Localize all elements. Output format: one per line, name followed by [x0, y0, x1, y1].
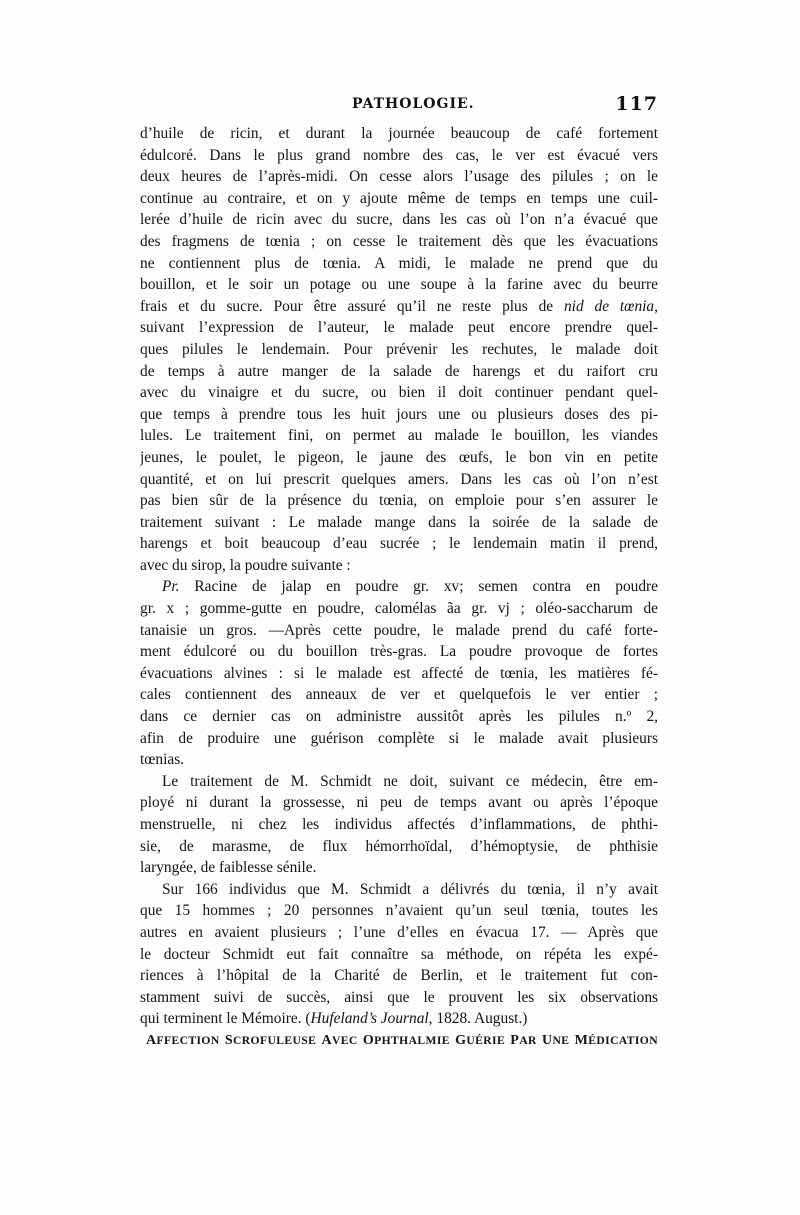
text-line: lules. Le traitement fini, on permet au malade le bouillon, les viandes — [140, 427, 658, 445]
text-line: d’huile de ricin, et durant la journée beaucoup de café fortement — [140, 125, 658, 142]
text-line: frais et du sucre. Pour être assuré qu’il ne reste plus de nid de tœnia, — [140, 297, 658, 315]
text-line: Sur 166 individus que M. Schmidt a délivrés du tœnia, il n’y avait — [162, 880, 658, 898]
text-line: ployé ni durant la grossesse, ni peu de temps avant ou après l’époque — [140, 794, 658, 812]
text-line: harengs et boit beaucoup d’eau sucrée ; le lendemain matin il prend, — [140, 535, 658, 553]
text-line: que temps à prendre tous les huit jours une ou plusieurs doses des pi- — [140, 405, 658, 423]
section-heading: AFFECTION SCROFULEUSE AVEC OPHTHALMIE GUÉRIE PAR UNE MÉDICATION — [146, 1032, 658, 1048]
text-line: autres en avaient plusieurs ; l’une d’elles en évacua 17. — Après que — [140, 923, 658, 941]
text-line: stamment suivi de succès, ainsi que le prouvent les six observations — [140, 988, 658, 1006]
text-line: de temps à autre manger de la salade de harengs et du raifort cru — [140, 362, 658, 380]
text-line: sie, de marasme, de flux hémorrhoïdal, d’hémoptysie, de phthisie — [140, 837, 658, 855]
text-line: deux heures de l’après-midi. On cesse alors l’usage des pilules ; on le — [140, 168, 658, 186]
text-line: le docteur Schmidt eut fait connaître sa méthode, on répéta les expé- — [140, 945, 658, 963]
text-line: avec du sirop, la poudre suivante : — [140, 556, 351, 574]
running-head: PATHOLOGIE. — [352, 96, 475, 112]
body-text — [140, 123, 658, 1052]
text-line: Pr. Racine de jalap en poudre gr. xv; semen contra en poudre — [162, 578, 658, 596]
page-number: 117 — [615, 93, 658, 115]
text-line: suivant l’expression de l’auteur, le malade peut encore prendre quel- — [140, 319, 658, 337]
text-line: bouillon, et le soir un potage ou une soupe à la farine avec du beurre — [140, 276, 658, 294]
body-lines — [140, 123, 658, 1030]
text-line: pas bien sûr de la présence du tœnia, on emploie pour s’en assurer le — [140, 492, 658, 510]
text-line: avec du vinaigre et du sucre, ou bien il doit continuer pendant quel- — [140, 384, 658, 402]
text-line: édulcoré. Dans le plus grand nombre des cas, le ver est évacué vers — [140, 146, 658, 164]
text-line: que 15 hommes ; 20 personnes n’avaient qu’un seul tœnia, toutes les — [140, 902, 658, 920]
text-line: cales contiennent des anneaux de ver et quelquefois le ver entier ; — [140, 686, 658, 704]
text-line: tœnias. — [140, 751, 185, 769]
text-line: laryngée, de faiblesse sénile. — [140, 859, 317, 877]
text-line: ne contiennent plus de tœnia. A midi, le malade ne prend que du — [140, 254, 658, 272]
page-header — [140, 93, 658, 122]
text-line: évacuations alvines : si le malade est affecté de tœnia, les matières fé- — [140, 664, 658, 682]
text-line: des fragmens de tœnia ; on cesse le traitement dès que les évacuations — [140, 232, 658, 250]
text-line: traitement suivant : Le malade mange dans la soirée de la salade de — [140, 513, 658, 531]
text-line: quantité, et on lui prescrit quelques amers. Dans les cas où l’on n’est — [140, 470, 658, 488]
text-line: dans ce dernier cas on administre aussitôt après les pilules n.º 2, — [140, 708, 658, 726]
text-line: continue au contraire, et on y ajoute même de temps en temps une cuil- — [140, 189, 658, 207]
text-line: ques pilules le lendemain. Pour prévenir les rechutes, le malade doit — [140, 340, 658, 358]
text-line: menstruelle, ni chez les individus affectés d’inflammations, de phthi- — [140, 816, 658, 833]
text-line: ment édulcoré ou du bouillon très-gras. La poudre provoque de fortes — [140, 643, 658, 661]
text-line: gr. x ; gomme-gutte en poudre, calomélas ãa gr. vj ; oléo-saccharum de — [140, 600, 658, 618]
text-line: lerée d’huile de ricin avec du sucre, dans les cas où l’on n’a évacué que — [140, 211, 658, 229]
text-line: afin de produire une guérison complète si le malade avait plusieurs — [140, 729, 658, 747]
text-line: Le traitement de M. Schmidt ne doit, suivant ce médecin, être em- — [162, 772, 658, 790]
text-line: tanaisie un gros. —Après cette poudre, le malade prend du café forte- — [140, 621, 658, 639]
text-line: jeunes, le poulet, le pigeon, le jaune des œufs, le bon vin en petite — [140, 448, 658, 466]
text-line: riences à l’hôpital de la Charité de Berlin, et le traitement fut con- — [140, 967, 658, 985]
text-line: qui terminent le Mémoire. (Hufeland’s Journal, 1828. August.) — [140, 1010, 528, 1028]
